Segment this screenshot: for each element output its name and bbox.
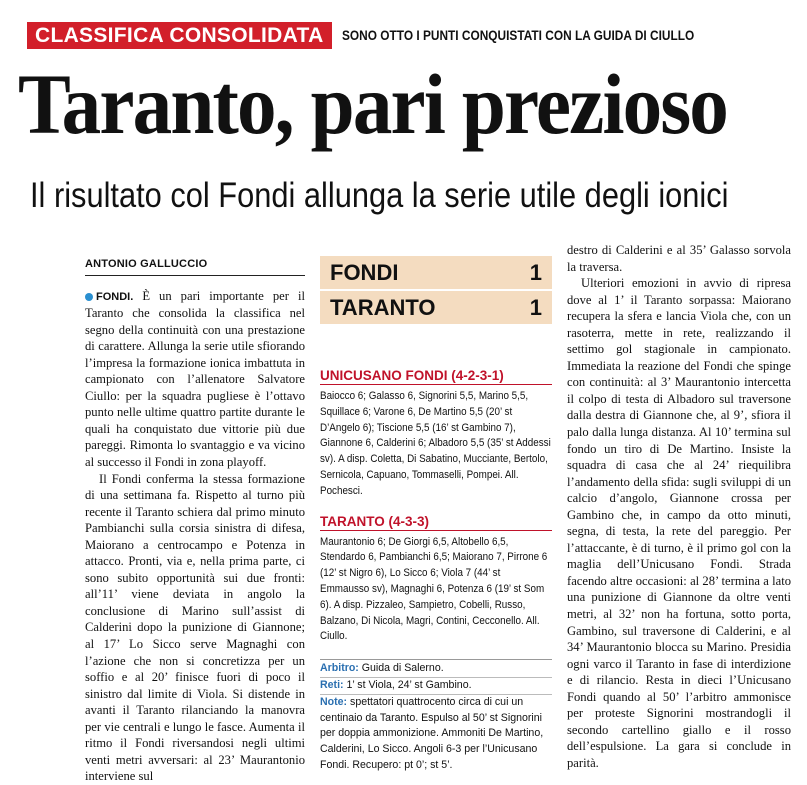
article-paragraph: Ulteriori emozioni in avvio di ripresa dove al 1’ il Taranto sorpassa: Maiorano recupera la sfera e lancia Viola che, con un rasoterra, mette in rete, realizzando il settimo gol stagionale in campionato. Immediata la reazione del Fondi che spinge con continuità: al 3’ Maurantonio intercetta il colpo di testa di Albadoro sul traversone dalla destra di Giannone che, al 9’, sfiora il palo dalla lunga distanza. Al 10’ termina sul fondo un tiro di De Martino. Insiste la squadra di casa che al 24’ riequilibra l’andamento della sfida: sugli sviluppi di un calcio d’angolo, Giannone crossa per Gambino che, in campo da otto minuti, segna, di testa, la rete del pareggio. Per l’attaccante, è di turno, è il primo gol con la maglia dell’Unicusano Fondi. Strada facendo altre occasioni: al 28’ termina a lato una punizione di Giannone da oltre venti metri, al 32’ non ha fortuna, sotto porta, Gambino, sul traversone di Calderini, e al 34’ Maurantonio blocca su Marino. Presidia ogni varco il Taranto in fase di interdizione e di rilancio. Resta in dieci l’Unicusano Fondi quando al 50’ l’arbitro ammonisce per proteste Signorini mostrandogli il secondo cartellino giallo e il rosso dell’espulsione. La gara si conclude in parità. (567, 276, 791, 770)
score-row-away (320, 289, 552, 324)
kicker-subtitle: SONO OTTO I PUNTI CONQUISTATI CON LA GUIDA DI CIULLO (341, 28, 694, 43)
lineup-home: Baiocco 6; Galasso 6, Signorini 5,5, Marino 5,5, Squillace 6; Varone 6, De Martino 5,5 (20’ st D’Angelo 6); Tiscione 5,5 (16’ st Gambino 7), Giannone 6, Calderini 6; Albadoro 5,5 (35’ st Addessi sv). A disp. Coletta, Di Sabatino, Mucciante, Bertolo, Sernicola, Capuano, Tommaselli, Pompei. All. Pochesci. (320, 390, 551, 497)
home-team: FONDI (330, 260, 399, 285)
article-paragraph: destro di Calderini e al 35’ Galasso sorvola la traversa. (567, 243, 791, 274)
goals-line: Reti: 1’ st Viola, 24’ st Gambino. (320, 678, 552, 695)
subheadline: Il risultato col Fondi allunga la serie utile degli ionici (30, 176, 729, 215)
notes-line: Note: spettatori quattrocento circa di cui un centinaio da Taranto. Espulso al 50’ st Signorini per doppia ammonizione. Ammoniti De Martino, Calderini, Lo Sicco. Angoli 6-3 per l’Unicusano Fondi. Recupero: pt 0’; st 5’. (320, 695, 544, 771)
match-info (320, 659, 552, 774)
home-goals: 1 (529, 260, 542, 285)
byline: ANTONIO GALLUCCIO (85, 256, 305, 276)
dateline: FONDI. (96, 290, 134, 303)
article-paragraph: Il Fondi conferma la stessa formazione di una settimana fa. Rispetto al turno più recente il Taranto schiera dal primo minuto Pambianchi sulla corsia sinistra di difesa, Maiorano a centrocampo e Potenza in attacco. Pronti, via e, nella prima parte, ci sono subito opportunità sui due fronti: all’11’ viene deviata in angolo la conclusione di Marino sull’assist di Calderini dopo la punizione di Giannone; al 17’ Lo Sicco serve Magnaghi con l’azione che non si concretizza per un soffio e al 20’ finisce fuori di poco il sinistro dal limite di Viola. Si distende in avanti il Taranto rilanciando la manovra per vie centrali e lungo le fasce. Aumenta il ritmo il Fondi riversandosi negli ultimi venti metri avversari: al 23’ Maurantonio interviene sul (85, 471, 305, 784)
lineup-heading-away: TARANTO (4-3-3) (320, 514, 552, 531)
headline: Taranto, pari prezioso (18, 56, 728, 152)
referee-line: Arbitro: Guida di Salerno. (320, 661, 552, 678)
lineup-away: Maurantonio 6; De Giorgi 6,5, Altobello 6,5, Stendardo 6, Pambianchi 6,5; Maiorano 7, Pirrone 6 (12’ st Nigro 6), Lo Sicco 6; Viola 7 (44’ st Emmausso sv), Magnaghi 6, Potenza 6 (19’ st Som 6). A disp. Pizzaleo, Sampietro, Cobelli, Russo, Balzano, Di Nicola, Magri, Contini, Cecconello. All. Ciullo. (320, 535, 548, 643)
scoreboard (320, 256, 552, 324)
section-tag: CLASSIFICA CONSOLIDATA (27, 22, 332, 49)
bullet-dot-icon (85, 293, 93, 301)
article-paragraph: FONDI. È un pari importante per il Taranto che consolida la classifica nel segno della continuità con una prestazione di carattere. Allunga la serie utile sfiorando l’impresa la formazione ionica imbattuta in campionato con l’allenatore Salvatore Ciullo: per la squadra pugliese è l’ottavo punto nelle ultime quattro partite durante le quali ha conquistato due vittorie più due pareggi. Rimonta lo svantaggio e va vicino al successo il Fondi in zona playoff. (85, 288, 305, 470)
away-team: TARANTO (330, 295, 436, 320)
article-column-1 (85, 256, 305, 785)
kicker (27, 22, 742, 49)
article-column-3 (567, 242, 791, 772)
away-goals: 1 (529, 295, 542, 320)
match-box (320, 256, 552, 774)
lineup-heading-home: UNICUSANO FONDI (4-2-3-1) (320, 368, 552, 385)
score-row-home (320, 256, 552, 289)
